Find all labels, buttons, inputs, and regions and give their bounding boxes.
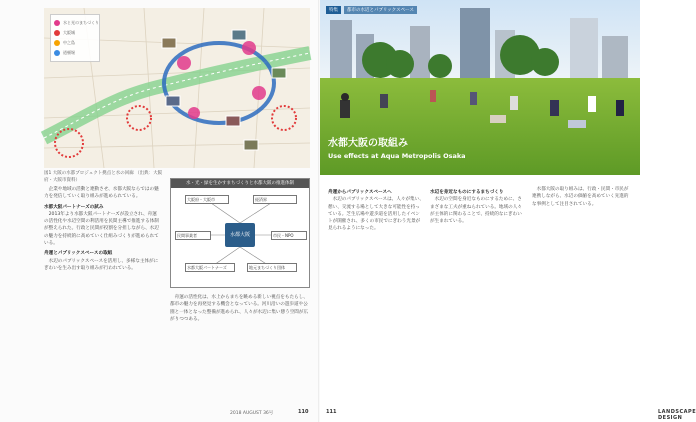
legend-label: 道頓堀 [63, 50, 75, 55]
osaka-map-figure [44, 8, 310, 168]
page-number-left: 110 [298, 409, 309, 415]
diagram-box: 市民・NPO [271, 231, 307, 240]
legend-label: 中之島 [63, 40, 75, 45]
magazine-footer: LANDSCAPE DESIGN [658, 409, 696, 421]
diagram-title: 水・光・緑を生かすまちづくりと水都大阪の推進体制 [171, 179, 309, 188]
body-paragraph: 水辺のパブリックスペースを活用し、多様な主体がにぎわいを生み出す取り組みが行われている。 [44, 258, 159, 271]
feature-tag [326, 6, 417, 14]
body-paragraph: 舟運の活性化は、水上からまちを眺める新しい視点をもたらし、都市の魅力を再発見する機会となっている。河川沿いの遊歩道や公園と一体となった整備が進められ、人々が水辺に集い憩う空間が広がりつつある。 [170, 295, 309, 322]
section-heading: 舟運とパブリックスペースの取組 [44, 251, 113, 257]
legend-dot [54, 40, 60, 46]
right-column-2 [430, 186, 526, 404]
body-paragraph: 水辺のパブリックスペースは、人々が集い、憩い、交流する場として大きな可能性を持っている。芝生広場や遊歩道を活用したイベントが開催され、多くの市民でにぎわう光景が見られるようになった。 [328, 197, 424, 232]
organization-diagram [170, 178, 310, 288]
left-column-1 [44, 186, 160, 404]
park-photo [320, 0, 640, 175]
legend-dot [54, 50, 60, 56]
diagram-box: 水都大阪パートナーズ [185, 263, 235, 272]
tag-badge: 特集 [326, 6, 341, 14]
article-subtitle: Use effects at Aqua Metropolis Osaka [328, 152, 466, 160]
body-paragraph: 水辺の空間を身近なものにするために、さまざまな工夫が重ねられている。地域の人々が主体的に関わることで、持続的なにぎわいが生まれている。 [430, 197, 522, 225]
section-heading: 水辺を身近なものにするまちづくり [430, 190, 504, 195]
legend-label: 水と光のまちづくり [63, 20, 99, 25]
right-column-1 [328, 186, 424, 404]
page-number-right: 111 [326, 409, 337, 415]
tag-label: 都市の水辺とパブリックスペース [344, 6, 417, 14]
legend-item [54, 48, 96, 58]
legend-label: 大阪城 [63, 30, 75, 35]
legend-item [54, 38, 96, 48]
left-column-2 [170, 294, 310, 404]
diagram-center: 水都大阪 [225, 223, 255, 247]
diagram-box: 民間事業者 [175, 231, 211, 240]
legend-item [54, 18, 99, 28]
legend-dot [54, 20, 60, 26]
right-page [320, 0, 696, 422]
map-caption: 図1 大阪の水都プロジェクト拠点と水の回廊 （出典：大阪府・大阪市資料） [44, 171, 163, 183]
diagram-box: 経済界 [253, 195, 297, 204]
section-heading: 水都大阪パートナーズの試み [44, 204, 104, 210]
intro-paragraph: 企業や地域の活動と連動させ、水都大阪ならではの魅力を発信していく取り組みが進められている。 [44, 187, 159, 200]
article-title: 水都大阪の取組み [328, 138, 408, 149]
right-column-3 [532, 186, 632, 404]
diagram-box: 大阪府・大阪市 [185, 195, 229, 204]
issue-footer: 2018 AUGUST 36号 [230, 411, 274, 416]
legend-item [54, 28, 96, 38]
diagram-box: 地元まちづくり団体 [247, 263, 297, 272]
body-paragraph: 水都大阪の取り組みは、行政・民間・市民が連携しながら、水辺の価値を高めていく先進的な事例として注目されている。 [532, 187, 629, 207]
legend-dot [54, 30, 60, 36]
section-heading: 舟運からパブリックスペースへ [328, 190, 392, 195]
map-legend [50, 14, 100, 62]
body-paragraph: 2013年より水都大阪パートナーズが設立され、舟運の活性化や水辺空間の利活用を民間主導で推進する体制が整えられた。行政と民間が役割を分担しながら、水辺の魅力を持続的に高めていく仕組みづくりが進められている。 [44, 211, 159, 247]
left-page [0, 0, 320, 422]
